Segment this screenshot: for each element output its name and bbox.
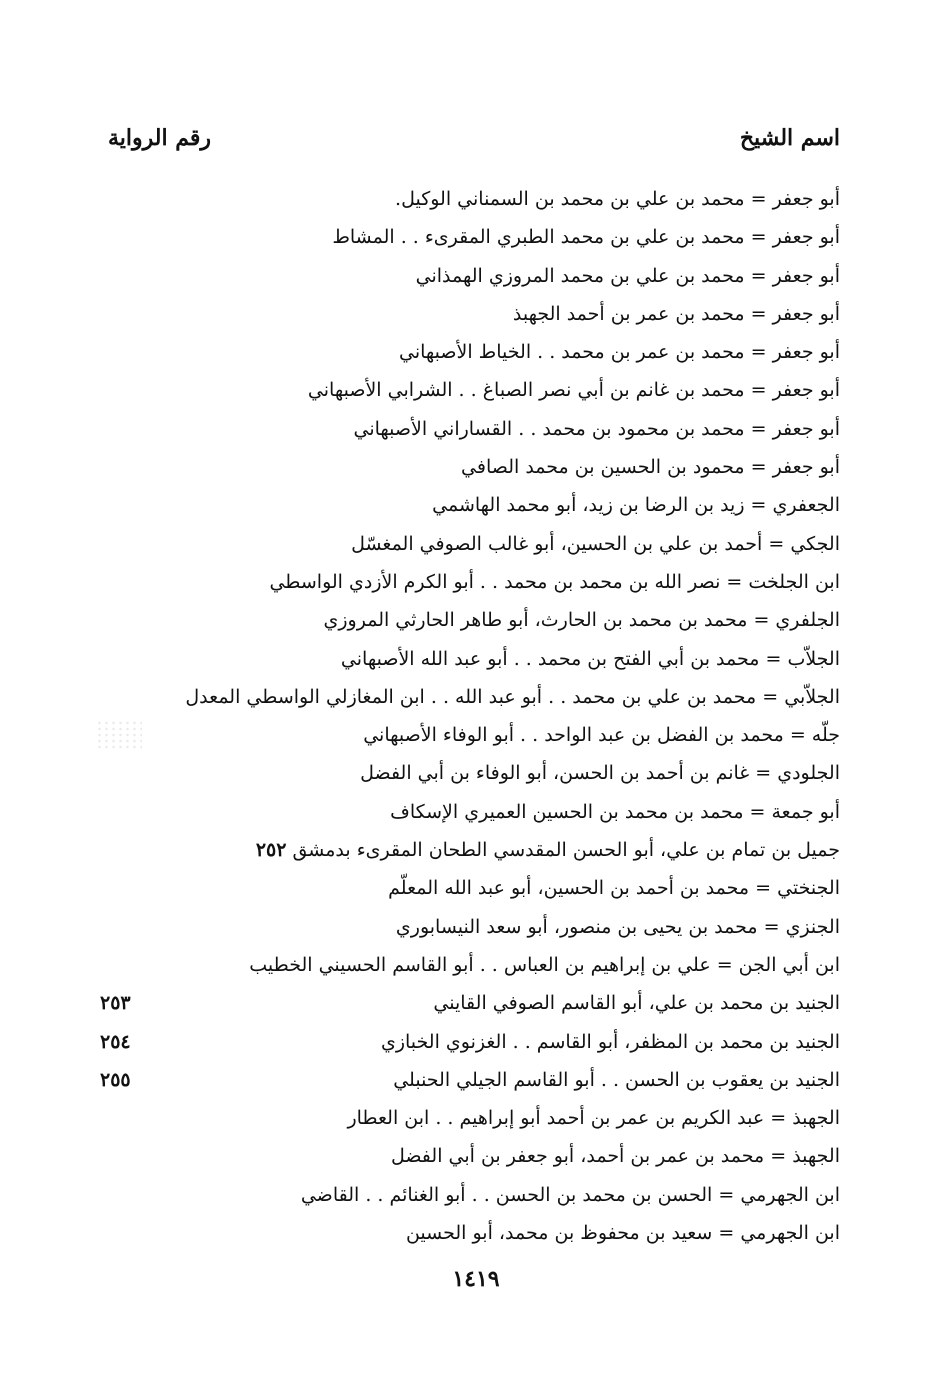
sheikh-index-list [100, 180, 840, 1252]
index-entry [100, 563, 840, 601]
entry-text: أبو جعفر = محمد بن محمود بن محمد . . القساراني الأصبهاني [353, 417, 840, 440]
index-entry [100, 946, 840, 984]
column-header-narration-number: رقم الرواية [108, 125, 212, 151]
entry-text: ابن الجهرمي = سعيد بن محفوظ بن محمد، أبو الحسين [405, 1222, 840, 1245]
index-entry [100, 908, 840, 946]
index-entry [100, 640, 840, 678]
page-number: ١٤١٩ [452, 1266, 500, 1292]
entry-text: الجهبذ = محمد بن عمر بن أحمد، أبو جعفر بن أبي الفضل [390, 1145, 840, 1168]
entry-text: الجنيد بن محمد بن علي، أبو القاسم الصوفي القايني [433, 992, 840, 1015]
entry-narration-number: ٢٥٤ [100, 1030, 131, 1053]
entry-text: ابن أبي الجن = علي بن إبراهيم بن العباس . . أبو القاسم الحسيني الخطيب [249, 953, 840, 976]
entry-text: الجلاّب = محمد بن أبي الفتح بن محمد . . أبو عبد الله الأصبهاني [340, 647, 840, 670]
entry-narration-number-inline: ٢٥٢ [255, 839, 287, 862]
entry-text: أبو جعفر = محمد بن علي بن محمد بن السمناني الوكيل. [395, 188, 840, 210]
index-entry [100, 371, 840, 409]
entry-text: أبو جعفر = محمد بن عمر بن أحمد الجهبذ [512, 302, 840, 325]
index-entry [100, 257, 840, 295]
index-entry [100, 180, 840, 218]
index-entry [100, 601, 840, 639]
index-entry [100, 333, 840, 371]
entry-text: ابن الجهرمي = الحسن بن محمد بن الحسن . . أبو الغنائم . . القاضي [300, 1183, 840, 1206]
entry-text: ابن الجلخت = نصر الله بن محمد بن محمد . . أبو الكرم الأزدي الواسطي [269, 570, 840, 593]
index-entry [100, 1023, 840, 1061]
entry-text: أبو جعفر = محمد بن غانم بن أبي نصر الصباغ . . الشرابي الأصبهاني [307, 379, 840, 402]
index-entry [100, 525, 840, 563]
entry-text: الجعفري = زيد بن الرضا بن زيد، أبو محمد الهاشمي [432, 494, 840, 517]
entry-text: الجلودي = غانم بن أحمد بن الحسن، أبو الوفاء بن أبي الفضل [360, 762, 840, 785]
index-entry [100, 1176, 840, 1214]
column-header-sheikh-name: اسم الشيخ [739, 125, 840, 151]
scan-speckle [96, 720, 142, 750]
index-entry [100, 1061, 840, 1099]
entry-text: الجنزي = محمد بن يحيى بن منصور، أبو سعد النيسابوري [395, 915, 840, 938]
entry-narration-number: ٢٥٣ [100, 992, 131, 1015]
entry-text: الجلفري = محمد بن محمد بن الحارث، أبو طاهر الحارثي المروزي [323, 609, 840, 632]
entry-text: الجنختي = محمد بن أحمد بن الحسين، أبو عبد الله المعلّم [388, 877, 840, 900]
index-entry [100, 295, 840, 333]
entry-text: أبو جعفر = محمد بن عمر بن محمد . . الخياط الأصبهاني [398, 341, 840, 364]
entry-text: جميل بن تمام بن علي، أبو الحسن المقدسي الطحان المقرىء بدمشق [292, 839, 840, 862]
entry-narration-number: ٢٥٥ [100, 1068, 131, 1091]
index-entry [100, 410, 840, 448]
entry-text: أبو جعفر = محمود بن الحسين بن محمد الصافي [461, 456, 840, 479]
entry-text: أبو جعفر = محمد بن علي بن محمد المروزي الهمذاني [415, 264, 840, 287]
entry-text: أبو جعفر = محمد بن علي بن محمد الطبري المقرىء . . المشاط [332, 226, 840, 249]
index-entry [100, 716, 840, 754]
entry-text: الجلاّبي = محمد بن علي بن محمد . . أبو عبد الله . . ابن المغازلي الواسطي المعدل [185, 685, 840, 708]
entry-text: جلّه = محمد بن الفضل بن عبد الواحد . . أبو الوفاء الأصبهاني [363, 724, 840, 747]
index-entry [100, 793, 840, 831]
entry-text: الجهبذ = عبد الكريم بن عمر بن أحمد أبو إبراهيم . . ابن العطار [347, 1107, 840, 1130]
entry-text: الجنيد بن يعقوب بن الحسن . . أبو القاسم الجيلي الحنبلي [393, 1068, 840, 1091]
index-entry [100, 869, 840, 907]
index-entry [100, 1214, 840, 1252]
index-entry [100, 984, 840, 1022]
index-entry [100, 831, 840, 869]
index-entry [100, 1099, 840, 1137]
entry-text: الجنيد بن محمد بن المظفر، أبو القاسم . . الغزنوي الخبازي [380, 1030, 840, 1053]
index-entry [100, 1137, 840, 1175]
entry-text: أبو جمعة = محمد بن محمد بن الحسين العميري الإسكاف [390, 800, 840, 823]
index-entry [100, 448, 840, 486]
index-entry [100, 486, 840, 524]
index-entry [100, 218, 840, 256]
entry-text: الجكي = أحمد بن علي بن الحسين، أبو غالب الصوفي المغسّل [351, 532, 840, 555]
index-entry [100, 754, 840, 792]
index-entry [100, 678, 840, 716]
